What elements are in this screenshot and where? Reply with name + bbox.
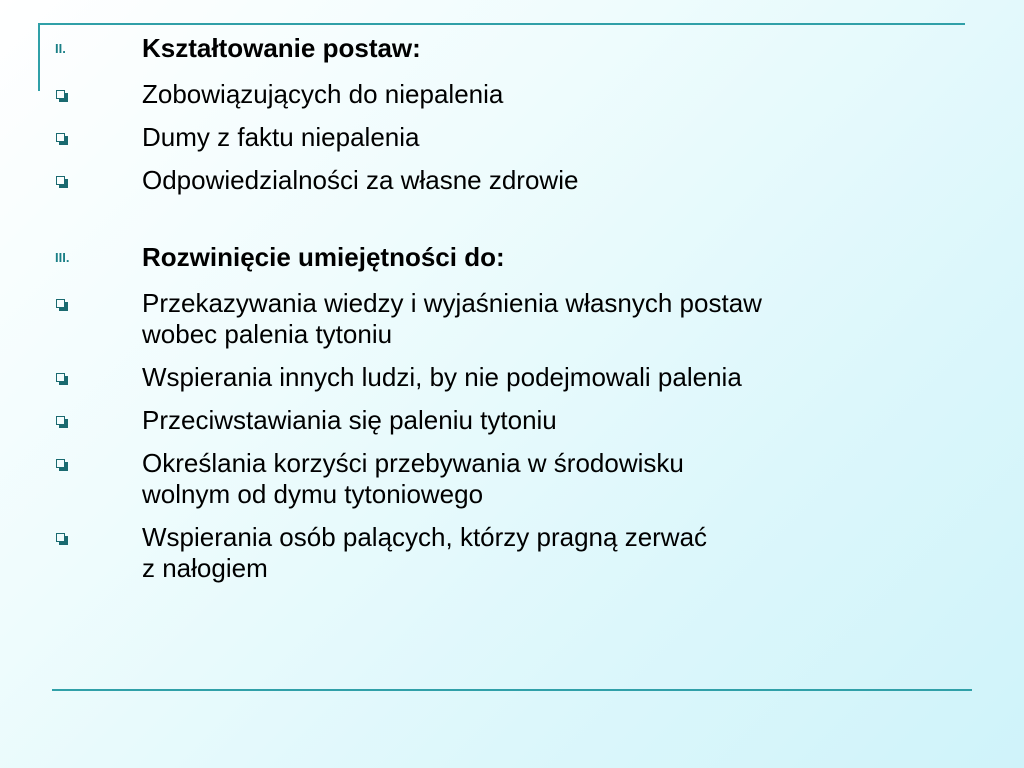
list-item-text: [142, 405, 962, 436]
list-item-text: Dumy z faktu niepalenia: [142, 122, 420, 152]
checkbox-icon: [56, 176, 65, 185]
checkbox-icon: [56, 459, 65, 468]
list-item: [0, 522, 1024, 584]
list-item-text: [142, 522, 962, 584]
list-item: [0, 79, 1024, 110]
list-item: [0, 122, 1024, 153]
roman-numeral-ii: II.: [55, 41, 66, 56]
list-item-line: Przekazywania wiedzy i wyjaśnienia własnych postaw: [142, 288, 762, 318]
section-heading-iii: [0, 242, 1024, 273]
list-item-line: Przeciwstawiania się paleniu tytoniu: [142, 405, 557, 435]
list-item: [0, 362, 1024, 393]
slide-content: [0, 33, 1024, 596]
list-item: [0, 165, 1024, 196]
checkbox-icon: [56, 533, 65, 542]
list-item-line: z nałogiem: [142, 553, 268, 583]
section-heading-text: Rozwinięcie umiejętności do:: [142, 242, 505, 272]
checkbox-icon: [56, 299, 65, 308]
list-item-text: [142, 448, 962, 510]
bottom-divider: [52, 689, 972, 691]
list-item: [0, 288, 1024, 350]
roman-numeral-iii: III.: [55, 250, 70, 265]
checkbox-icon: [56, 133, 65, 142]
list-item-text: [142, 288, 962, 350]
list-item-text: Zobowiązujących do niepalenia: [142, 79, 504, 109]
list-item-line: wobec palenia tytoniu: [142, 319, 393, 349]
section-heading-text: Kształtowanie postaw:: [142, 33, 421, 63]
list-item-line: wolnym od dymu tytoniowego: [142, 479, 484, 509]
list-item: [0, 405, 1024, 436]
list-item-line: Wspierania innych ludzi, by nie podejmowali palenia: [142, 362, 742, 392]
list-item-text: [142, 362, 962, 393]
section-heading-ii: [0, 33, 1024, 64]
list-item-line: Wspierania osób palących, którzy pragną zerwać: [142, 522, 708, 552]
section-spacer: [0, 208, 1024, 242]
top-divider: [38, 23, 965, 25]
list-item-text: Odpowiedzialności za własne zdrowie: [142, 165, 579, 195]
checkbox-icon: [56, 373, 65, 382]
checkbox-icon: [56, 90, 65, 99]
list-item: [0, 448, 1024, 510]
list-item-line: Określania korzyści przebywania w środowisku: [142, 448, 684, 478]
checkbox-icon: [56, 416, 65, 425]
